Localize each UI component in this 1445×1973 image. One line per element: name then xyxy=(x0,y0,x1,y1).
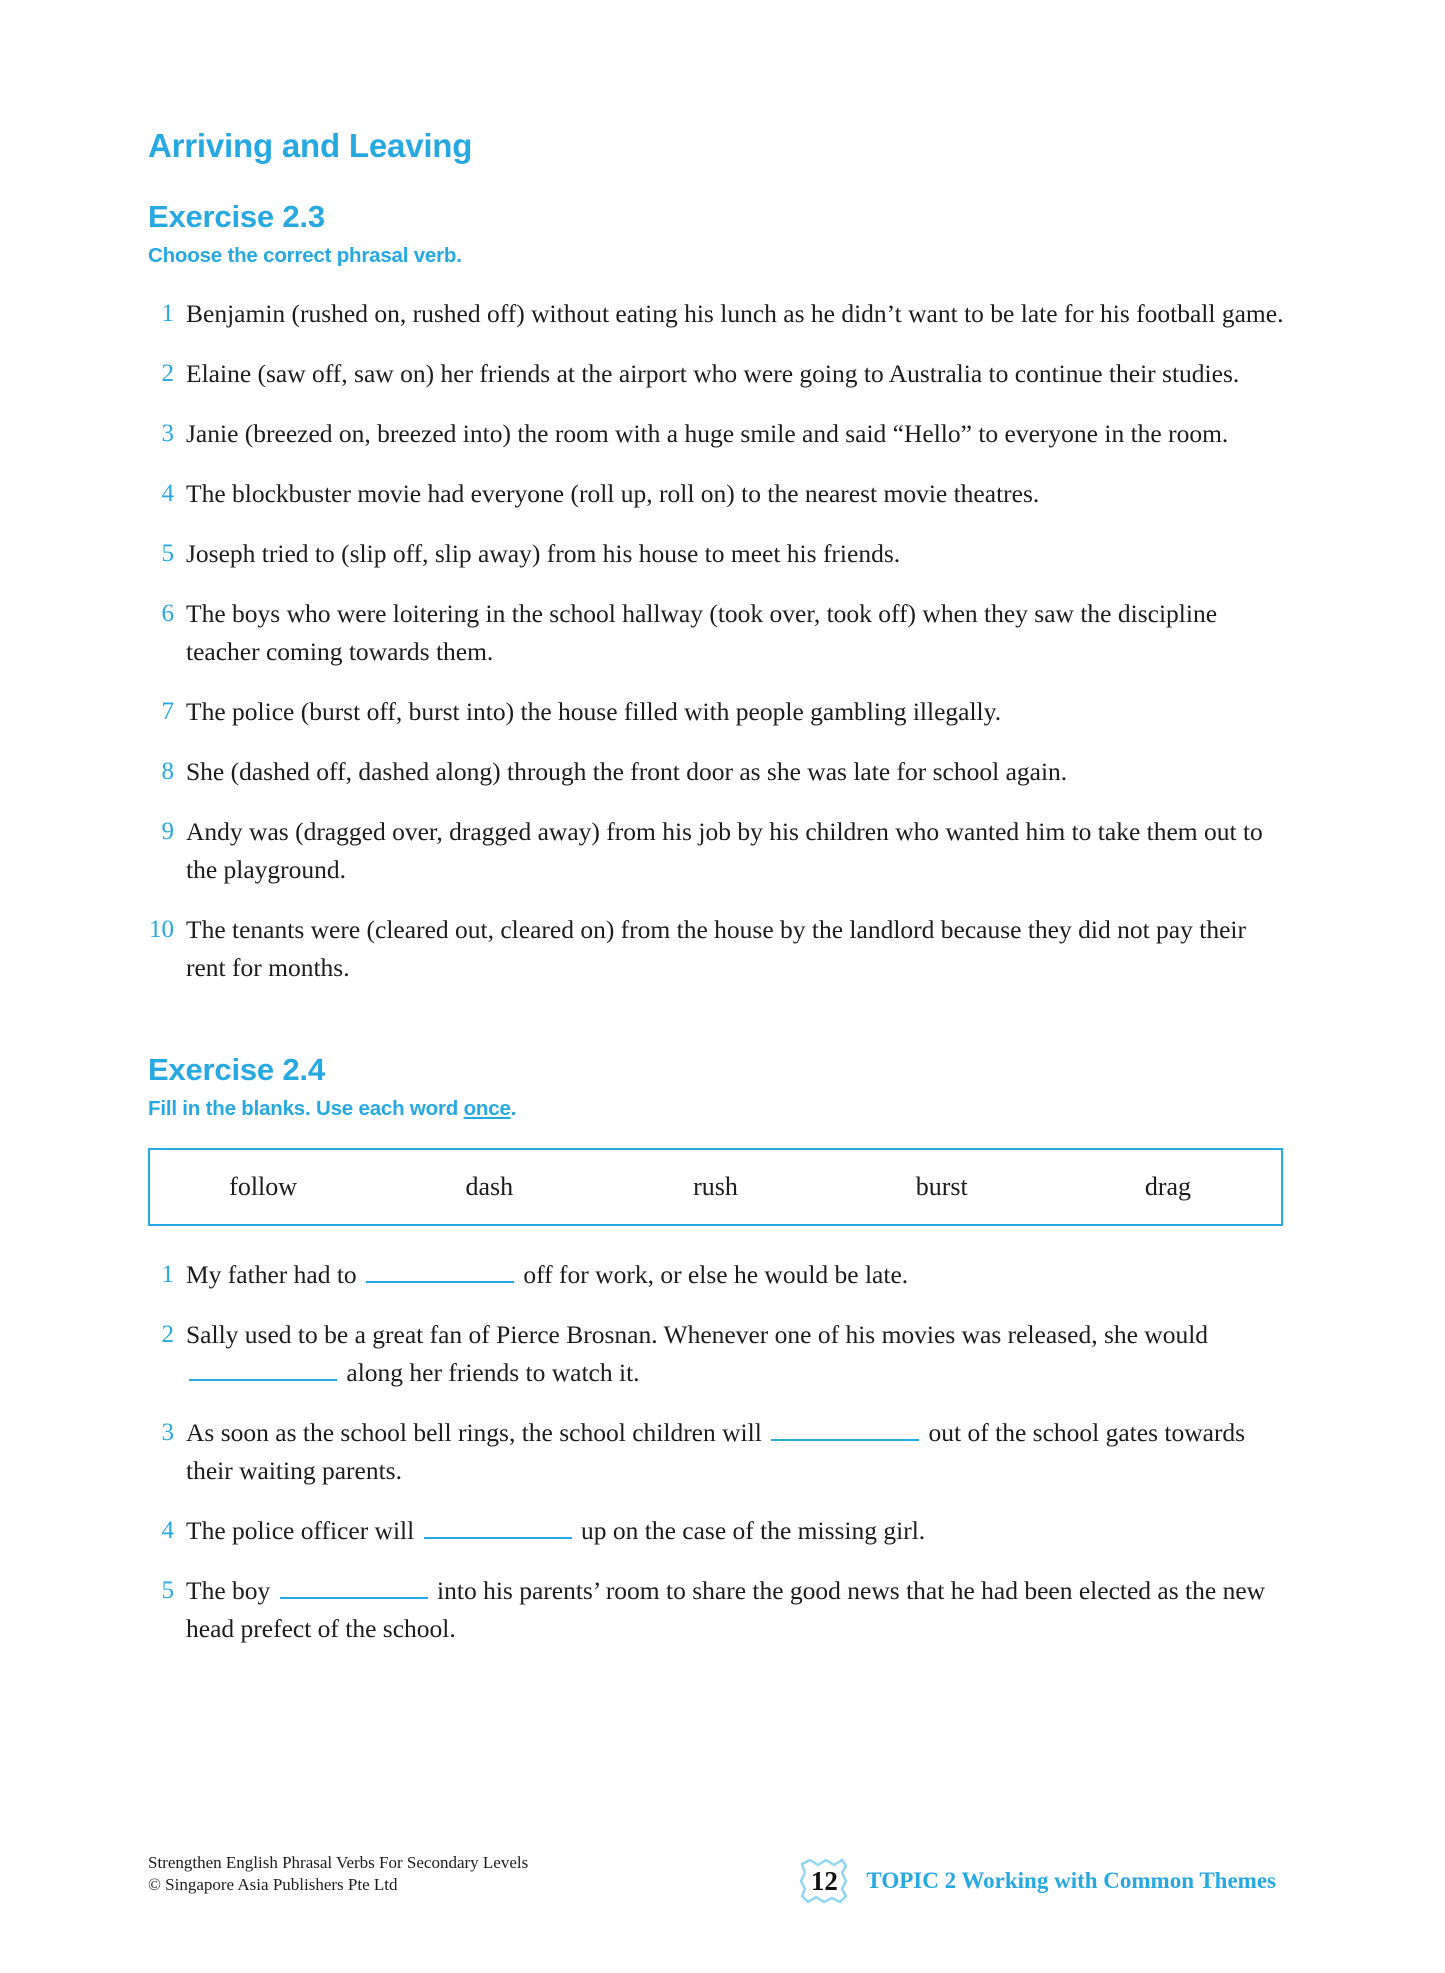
answer-blank[interactable] xyxy=(280,1575,428,1599)
question-item xyxy=(148,355,1288,393)
question-item xyxy=(148,1414,1288,1490)
question-text xyxy=(186,1316,1288,1392)
exercise-2-3-question-list xyxy=(148,295,1288,987)
footer-credits xyxy=(148,1852,528,1896)
question-item xyxy=(148,595,1288,671)
footer-copyright: © Singapore Asia Publishers Pte Ltd xyxy=(148,1875,398,1894)
question-text: Elaine (saw off, saw on) her friends at the airport who were going to Australia to continue their studies. xyxy=(186,358,1240,388)
question-number: 2 xyxy=(161,359,174,387)
question-number: 4 xyxy=(161,1516,174,1544)
question-item xyxy=(148,911,1288,987)
question-item xyxy=(148,1316,1288,1392)
exercise-2-3-instruction: Choose the correct phrasal verb. xyxy=(148,244,462,268)
question-item xyxy=(148,295,1288,333)
question-item xyxy=(148,753,1288,791)
instruction-emphasis-once: once xyxy=(463,1097,511,1121)
word-bank-item: burst xyxy=(915,1171,968,1201)
question-number: 10 xyxy=(149,915,174,943)
word-bank-box xyxy=(148,1148,1283,1226)
question-item xyxy=(148,813,1288,889)
question-text-segment: The boy xyxy=(186,1575,277,1605)
question-text: Joseph tried to (slip off, slip away) from his house to meet his friends. xyxy=(186,538,901,568)
question-item xyxy=(148,415,1288,453)
question-item xyxy=(148,1256,1288,1294)
question-number: 5 xyxy=(161,1576,174,1604)
question-text-segment: into his parents’ room to share the good news that he had been elected as the new head prefect of the school. xyxy=(186,1575,1266,1643)
question-text: The police (burst off, burst into) the house filled with people gambling illegally. xyxy=(186,696,1002,726)
question-text: The blockbuster movie had everyone (roll up, roll on) to the nearest movie theatres. xyxy=(186,478,1040,508)
question-number: 1 xyxy=(161,1260,174,1288)
question-item xyxy=(148,1512,1288,1550)
word-bank-item: dash xyxy=(465,1171,514,1201)
question-number: 1 xyxy=(161,299,174,327)
question-text-segment: Sally used to be a great fan of Pierce Brosnan. Whenever one of his movies was released, she would xyxy=(186,1319,1209,1349)
question-item xyxy=(148,475,1288,513)
word-bank-item: drag xyxy=(1144,1171,1192,1201)
word-bank-item: follow xyxy=(229,1171,298,1201)
page-footer xyxy=(148,1852,1298,1904)
answer-blank[interactable] xyxy=(771,1417,919,1441)
word-bank-item: rush xyxy=(693,1171,738,1201)
question-number: 9 xyxy=(161,817,174,845)
page-title: Arriving and Leaving xyxy=(148,127,473,164)
question-text-segment: My father had to xyxy=(186,1259,364,1289)
question-text-segment: off for work, or else he would be late. xyxy=(517,1259,909,1289)
question-number: 8 xyxy=(161,757,174,785)
page-number: 12 xyxy=(810,1865,838,1896)
exercise-2-4-title: Exercise 2.4 xyxy=(148,1051,325,1087)
question-number: 7 xyxy=(161,697,174,725)
question-text xyxy=(186,1572,1288,1648)
exercise-2-4-instruction xyxy=(148,1097,1288,1122)
question-item xyxy=(148,535,1288,573)
question-text xyxy=(186,1414,1288,1490)
question-number: 6 xyxy=(161,599,174,627)
question-text: Benjamin (rushed on, rushed off) without eating his lunch as he didn’t want to be late for his football game. xyxy=(186,298,1284,328)
question-text-segment: The police officer will xyxy=(186,1515,421,1545)
page-content xyxy=(148,128,1288,1670)
footer-book-title: Strengthen English Phrasal Verbs For Secondary Levels xyxy=(148,1853,529,1872)
question-text-segment: up on the case of the missing girl. xyxy=(574,1515,926,1545)
question-number: 3 xyxy=(161,419,174,447)
question-number: 4 xyxy=(161,479,174,507)
question-text-segment: along her friends to watch it. xyxy=(340,1357,640,1387)
question-text xyxy=(186,1256,1288,1294)
answer-blank[interactable] xyxy=(366,1259,514,1283)
exercise-2-3-title: Exercise 2.3 xyxy=(148,199,325,235)
footer-topic-label: TOPIC 2 Working with Common Themes xyxy=(866,1868,1276,1893)
question-text-segment: As soon as the school bell rings, the school children will xyxy=(186,1417,769,1447)
question-text xyxy=(186,1512,1288,1550)
question-item xyxy=(148,1572,1288,1648)
question-text: The boys who were loitering in the school hallway (took over, took off) when they saw the discipline teacher coming towards them. xyxy=(186,598,1218,666)
question-text: Andy was (dragged over, dragged away) from his job by his children who wanted him to take them out to the playground. xyxy=(186,816,1263,884)
footer-topic-group xyxy=(796,1852,1276,1904)
question-number: 3 xyxy=(161,1418,174,1446)
answer-blank[interactable] xyxy=(189,1357,337,1381)
answer-blank[interactable] xyxy=(424,1515,572,1539)
exercise-2-4-question-list xyxy=(148,1256,1288,1648)
question-item xyxy=(148,693,1288,731)
question-number: 5 xyxy=(161,539,174,567)
question-text: She (dashed off, dashed along) through the front door as she was late for school again. xyxy=(186,756,1068,786)
instruction-text-lead: Fill in the blanks. Use each word xyxy=(148,1097,464,1121)
instruction-text-tail: . xyxy=(510,1097,517,1121)
question-text: The tenants were (cleared out, cleared on) from the house by the landlord because they did not pay their rent for months. xyxy=(186,914,1246,982)
question-text-segment: out of the school gates towards their waiting parents. xyxy=(186,1417,1246,1485)
page-number-badge xyxy=(796,1858,852,1904)
question-text: Janie (breezed on, breezed into) the room with a huge smile and said “Hello” to everyone in the room. xyxy=(186,418,1229,448)
question-number: 2 xyxy=(161,1320,174,1348)
